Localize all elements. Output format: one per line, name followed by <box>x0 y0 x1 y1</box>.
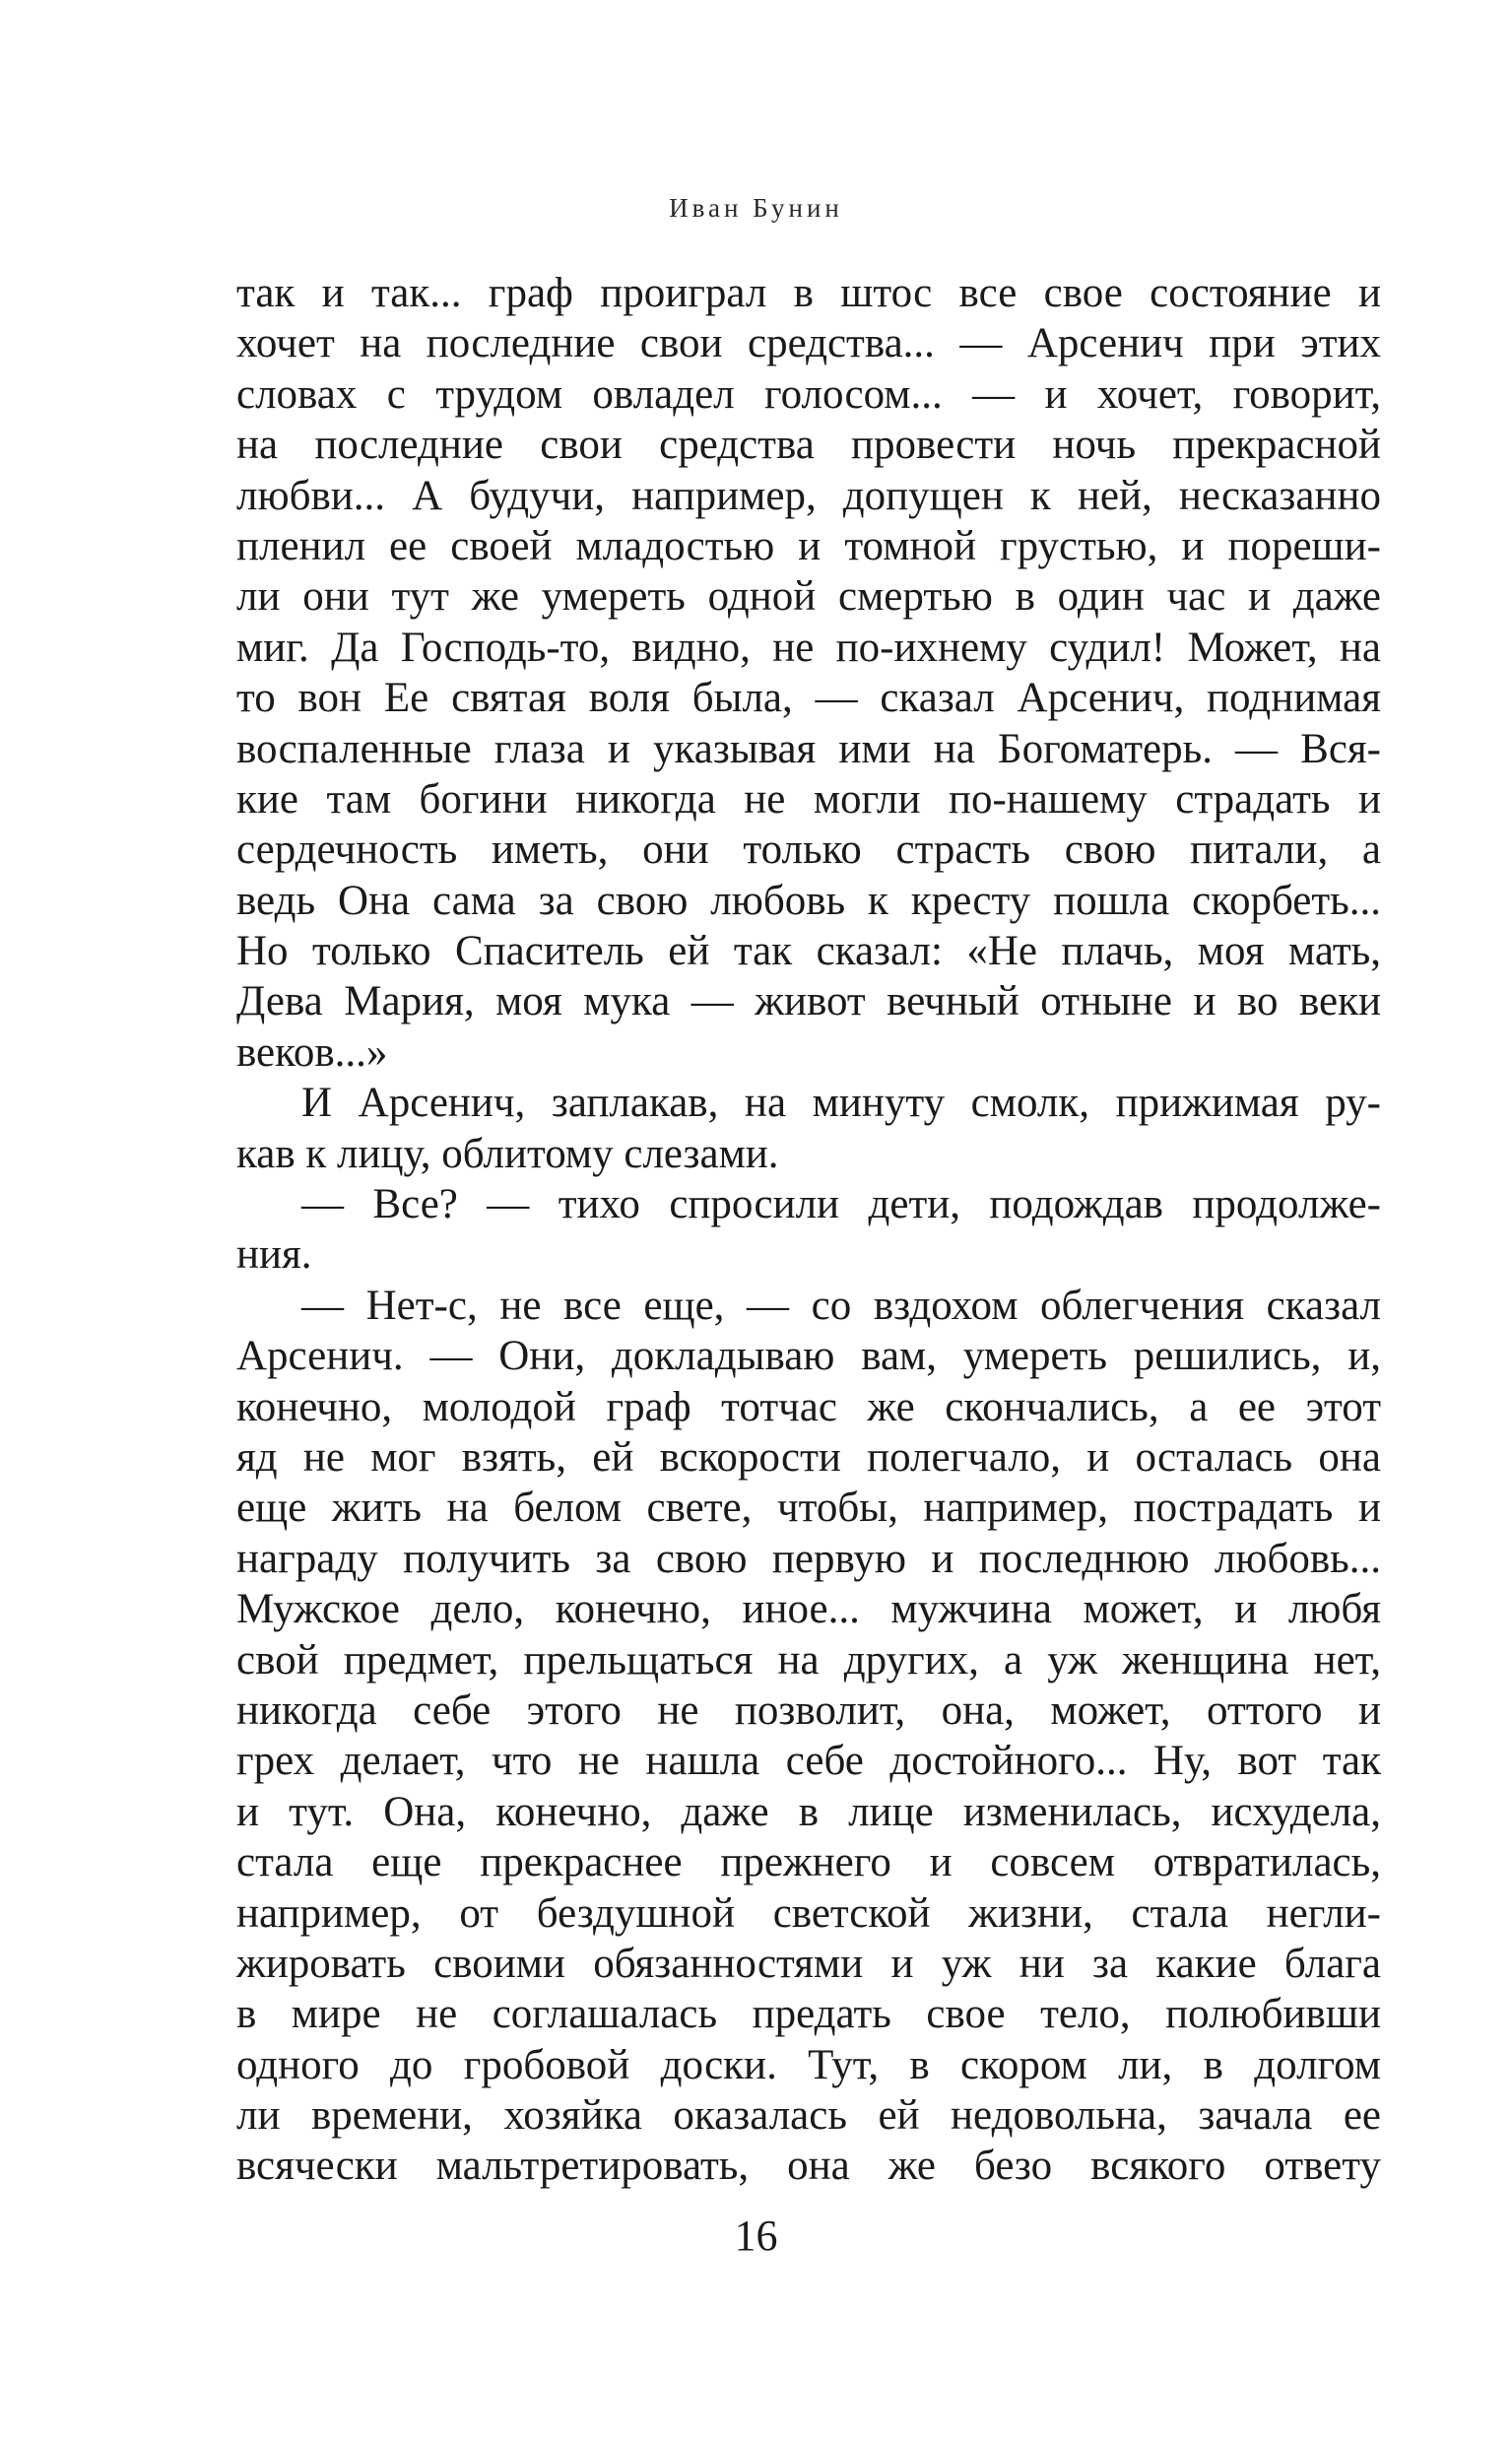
text-line: одного до гробовой доски. Тут, в скором ли, в долгом <box>236 2041 1381 2088</box>
text-line: так и так... граф проиграл в штос все свое состояние и <box>236 270 1381 316</box>
text-line: ведь Она сама за свою любовь к кресту пошла скорбеть... <box>236 877 1381 924</box>
text-line: любви... А будучи, например, допущен к ней, несказанно <box>236 472 1381 519</box>
text-line: словах с трудом овладел голосом... — и хочет, говорит, <box>236 370 1381 418</box>
page-number: 16 <box>734 2212 778 2260</box>
text-line: И Арсенич, заплакав, на минуту смолк, прижимая ру- <box>301 1080 1381 1127</box>
text-line: — Нет-с, не все еще, — со вздохом облегчения сказал <box>301 1282 1381 1329</box>
text-line: жировать своими обязанностями и уж ни за какие блага <box>236 1940 1381 1987</box>
text-line: на последние свои средства провести ночь прекрасной <box>236 422 1381 469</box>
text-line: кие там богини никогда не могли по-нашему страдать и <box>236 775 1381 823</box>
text-line: свой предмет, прельщаться на других, а уж женщина нет, <box>236 1636 1381 1684</box>
text-line: Мужское дело, конечно, иное... мужчина может, и любя <box>236 1586 1381 1633</box>
text-line: — Все? — тихо спросили дети, подождав продолже- <box>301 1181 1381 1228</box>
text-line: миг. Да Господь-то, видно, не по-ихнему судил! Может, на <box>236 624 1381 671</box>
text-line: сердечность иметь, они только страсть свою питали, а <box>236 826 1381 874</box>
text-line: Дева Мария, моя мука — живот вечный отныне и во веки <box>236 978 1381 1025</box>
body-text <box>236 268 1381 2192</box>
text-line: еще жить на белом свете, чтобы, например, пострадать и <box>236 1485 1381 1532</box>
text-line: конечно, молодой граф тотчас же скончались, а ее этот <box>236 1383 1381 1430</box>
text-line: кав к лицу, облитому слезами. <box>236 1130 779 1177</box>
text-line: стала еще прекраснее прежнего и совсем отвратилась, <box>236 1839 1381 1886</box>
text-line: например, от бездушной светской жизни, стала негли- <box>236 1889 1381 1937</box>
text-line: пленил ее своей младостью и томной грустью, и пореши- <box>236 522 1381 569</box>
text-line: ли времени, хозяйка оказалась ей недовольна, зачала ее <box>236 2092 1381 2140</box>
text-line: воспаленные глаза и указывая ими на Богоматерь. — Вся- <box>236 725 1381 772</box>
text-line: Но только Спаситель ей так сказал: «Не плачь, моя мать, <box>236 928 1381 975</box>
text-line: ли они тут же умереть одной смертью в один час и даже <box>236 573 1381 621</box>
text-line: ния. <box>236 1231 312 1279</box>
text-line: веков...» <box>236 1028 388 1076</box>
text-line: Арсенич. — Они, докладываю вам, умереть решились, и, <box>236 1333 1381 1380</box>
running-head: Иван Бунин <box>669 193 843 223</box>
text-line: то вон Ее святая воля была, — сказал Арсенич, поднимая <box>236 675 1381 722</box>
text-line: хочет на последние свои средства... — Арсенич при этих <box>236 320 1381 367</box>
text-line: грех делает, что не нашла себе достойного... Ну, вот так <box>236 1738 1381 1785</box>
text-line: никогда себе этого не позволит, она, может, оттого и <box>236 1686 1381 1734</box>
text-line: в мире не соглашалась предать свое тело, полюбивши <box>236 1991 1381 2038</box>
text-line: награду получить за свою первую и последнюю любовь... <box>236 1535 1381 1582</box>
text-line: и тут. Она, конечно, даже в лице изменилась, исхудела, <box>236 1788 1381 1835</box>
text-line: всячески мальтретировать, она же безо всякого ответу <box>236 2143 1381 2190</box>
text-line: яд не мог взять, ей вскорости полегчало, и осталась она <box>236 1433 1381 1481</box>
